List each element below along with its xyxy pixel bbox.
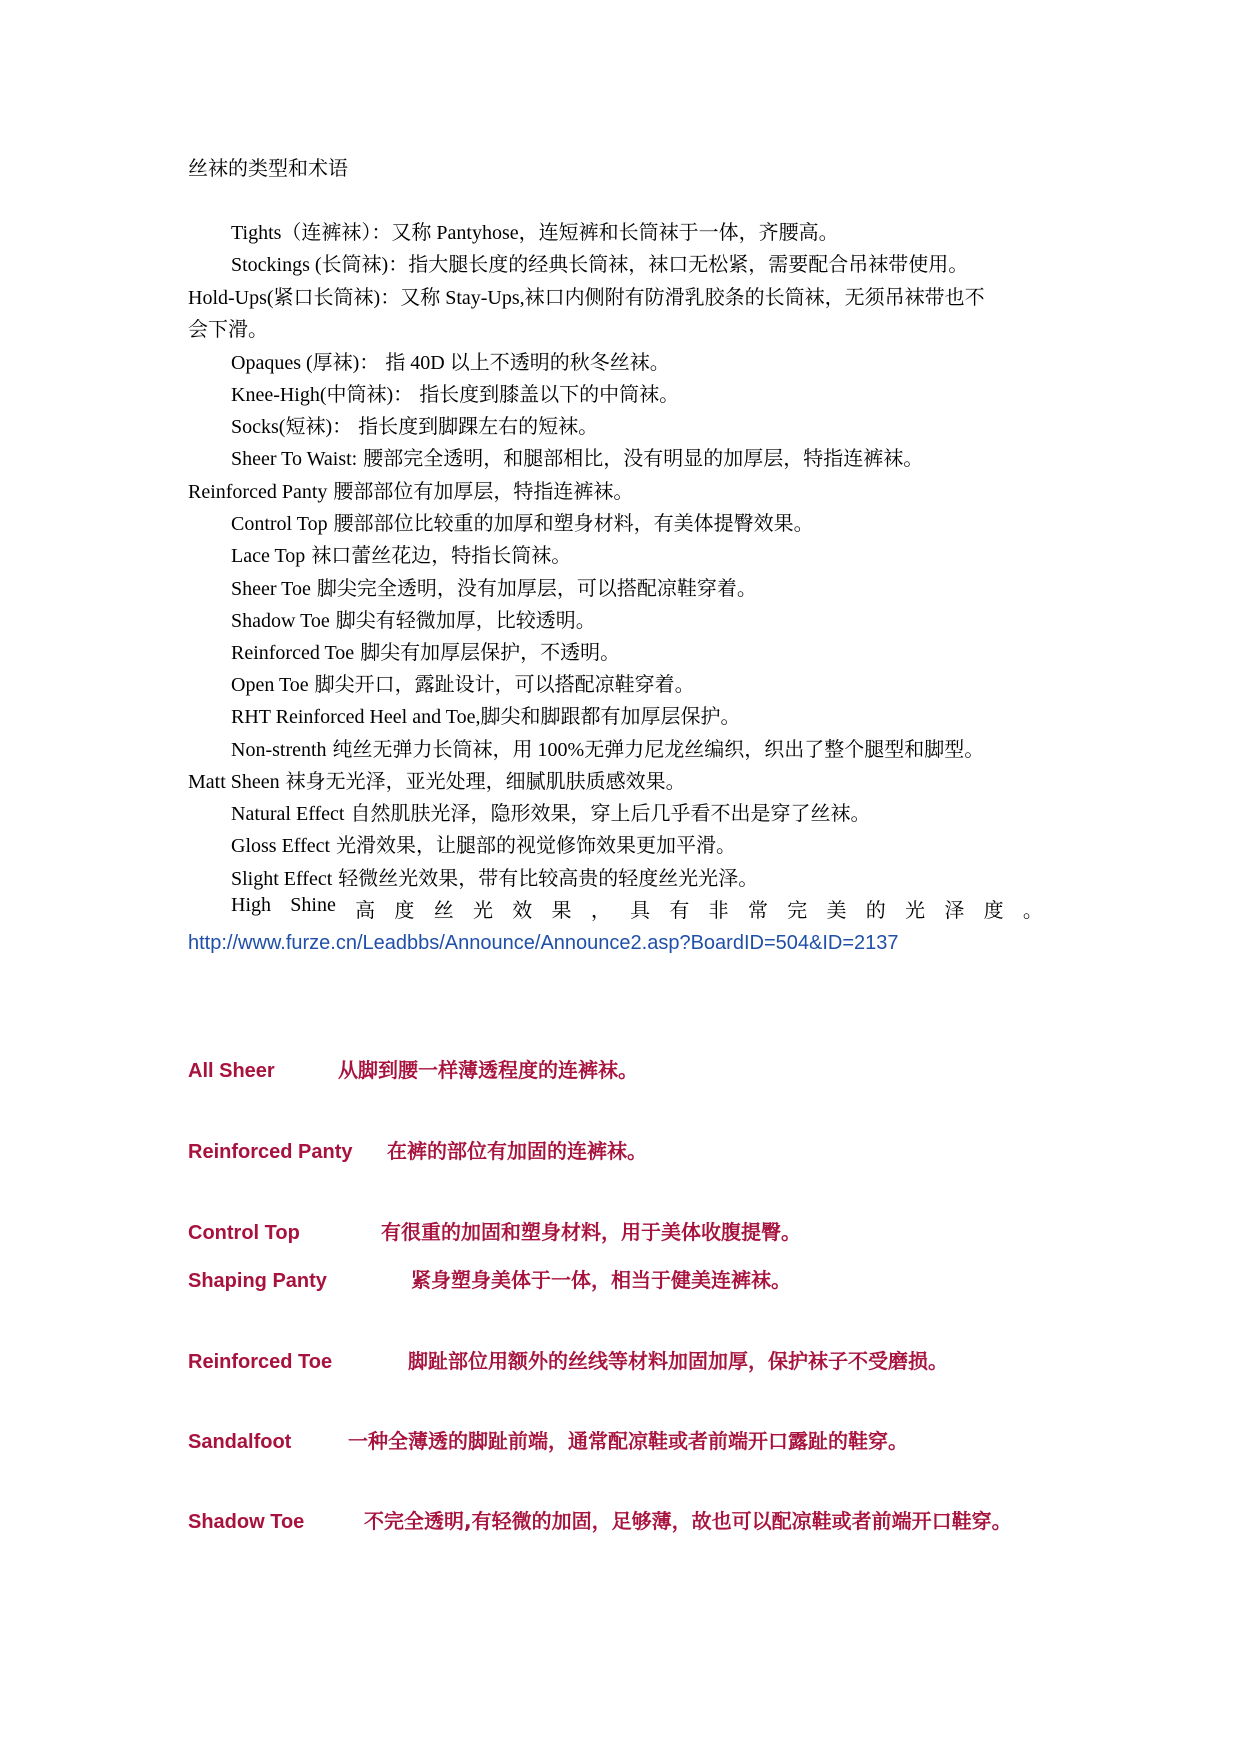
- entry-gloss-effect: [231, 829, 736, 858]
- entry-term: Socks(短袜)：: [231, 416, 353, 438]
- high-shine-part: 具: [630, 900, 651, 922]
- high-shine-part: High: [231, 894, 271, 916]
- entry-term: Stockings (长筒袜)：: [231, 254, 409, 276]
- glossary-item-all-sheer: [188, 1054, 638, 1083]
- entry-term: Natural Effect: [231, 803, 345, 825]
- high-shine-part: Shine: [290, 894, 336, 916]
- entry-term: Gloss Effect: [231, 835, 331, 857]
- entry-hold-ups-cont: [188, 313, 268, 342]
- glossary-item-reinforced-panty: [188, 1135, 647, 1164]
- high-shine-part: 泽: [944, 900, 965, 922]
- entry-reinforced-toe: [231, 636, 620, 665]
- entry-desc: 袜身无光泽，亚光处理，细腻肌肤质感效果。: [285, 771, 686, 793]
- entry-natural-effect: [231, 797, 870, 826]
- entry-desc: 指长度到膝盖以下的中筒袜。: [419, 384, 680, 406]
- glossary-term: Shaping Panty: [188, 1270, 327, 1292]
- entry-open-toe: [231, 668, 695, 697]
- entry-term: RHT Reinforced Heel and Toe,: [231, 706, 481, 728]
- source-link[interactable]: http://www.furze.cn/Leadbbs/Announce/Announce2.asp?BoardID=504&ID=2137: [188, 932, 899, 954]
- entry-term: Tights（连裤袜）：: [231, 222, 392, 244]
- glossary-term: Reinforced Panty: [188, 1141, 353, 1163]
- entry-desc: 又称 Pantyhose，连短裤和长筒袜于一体，齐腰高。: [391, 222, 839, 244]
- glossary-item-shadow-toe: [188, 1505, 1012, 1534]
- entry-desc: 指大腿长度的经典长筒袜，袜口无松紧，需要配合吊袜带使用。: [408, 254, 969, 276]
- entry-lace-top: [231, 539, 571, 568]
- entry-term: Sheer To Waist:: [231, 448, 358, 470]
- entry-desc: 轻微丝光效果，带有比较高贵的轻度丝光光泽。: [338, 868, 759, 890]
- entry-desc: 腰部部位比较重的加厚和塑身材料，有美体提臀效果。: [333, 513, 814, 535]
- high-shine-part: 度: [394, 900, 415, 922]
- glossary-desc: 脚趾部位用额外的丝线等材料加固加厚，保护袜子不受磨损。: [408, 1349, 948, 1373]
- entry-term: Reinforced Panty: [188, 481, 328, 503]
- entry-term: Sheer Toe: [231, 578, 311, 600]
- high-shine-part: 度: [983, 900, 1004, 922]
- entry-desc: 又称 Stay-Ups,袜口内侧附有防滑乳胶条的长筒袜，无须吊袜带也不: [400, 287, 985, 309]
- entry-opaques: [231, 346, 670, 375]
- entry-matt-sheen: [188, 765, 686, 794]
- entry-term: Opaques (厚袜)：: [231, 352, 380, 374]
- entry-desc: 光滑效果，让腿部的视觉修饰效果更加平滑。: [336, 835, 737, 857]
- glossary-term: Shadow Toe: [188, 1511, 305, 1533]
- glossary-desc: 从脚到腰一样薄透程度的连裤袜。: [338, 1058, 638, 1082]
- entry-sheer-toe: [231, 572, 757, 601]
- entry-control-top: [231, 507, 814, 536]
- high-shine-part: 效: [512, 900, 533, 922]
- entry-rht: [231, 700, 740, 729]
- document-title: 丝袜的类型和术语: [188, 158, 348, 180]
- entry-slight-effect: [231, 862, 758, 891]
- glossary-item-control-top: [188, 1216, 801, 1245]
- entry-term: Reinforced Toe: [231, 642, 355, 664]
- entry-socks: [231, 410, 598, 439]
- high-shine-part: 光: [472, 900, 493, 922]
- glossary-desc: 一种全薄透的脚趾前端，通常配凉鞋或者前端开口露趾的鞋穿。: [348, 1429, 908, 1453]
- glossary-term: All Sheer: [188, 1060, 275, 1082]
- entry-desc: 会下滑。: [188, 319, 268, 341]
- entry-desc: 自然肌肤光泽，隐形效果，穿上后几乎看不出是穿了丝袜。: [350, 803, 871, 825]
- entry-term: Non-strenth: [231, 739, 327, 761]
- entry-desc: 脚尖有轻微加厚，比较透明。: [335, 610, 596, 632]
- entry-stockings: [231, 248, 968, 277]
- entry-hold-ups: [188, 281, 985, 310]
- entry-term: Knee-High(中筒袜)：: [231, 384, 414, 406]
- glossary-item-shaping-panty: [188, 1264, 791, 1293]
- high-shine-part: 有: [669, 900, 690, 922]
- entry-non-strenth: [231, 733, 984, 762]
- entry-term: Open Toe: [231, 674, 309, 696]
- glossary-item-reinforced-toe: [188, 1345, 948, 1374]
- entry-reinforced-panty: [188, 475, 633, 504]
- high-shine-part: 果: [551, 900, 572, 922]
- glossary-term: Sandalfoot: [188, 1431, 292, 1453]
- entry-sheer-to-waist: [231, 442, 923, 471]
- entry-term: Control Top: [231, 513, 328, 535]
- glossary-desc: 紧身塑身美体于一体，相当于健美连裤袜。: [411, 1268, 791, 1292]
- high-shine-part: 。: [1022, 900, 1043, 922]
- glossary-item-sandalfoot: [188, 1425, 908, 1454]
- entry-desc: 脚尖和脚跟都有加厚层保护。: [480, 706, 741, 728]
- high-shine-part: 美: [826, 900, 847, 922]
- entry-high-shine: [231, 894, 1043, 923]
- entry-desc: 指 40D 以上不透明的秋冬丝袜。: [385, 352, 670, 374]
- glossary-term: Control Top: [188, 1222, 300, 1244]
- entry-tights: [231, 216, 839, 245]
- glossary-desc: 有很重的加固和塑身材料，用于美体收腹提臀。: [381, 1220, 801, 1244]
- entry-desc: 腰部部位有加厚层，特指连裤袜。: [333, 481, 634, 503]
- high-shine-part: 光: [905, 900, 926, 922]
- entry-knee-high: [231, 378, 679, 407]
- high-shine-part: 的: [865, 900, 886, 922]
- high-shine-part: 完: [787, 900, 808, 922]
- entry-desc: 脚尖完全透明，没有加厚层，可以搭配凉鞋穿着。: [316, 578, 757, 600]
- high-shine-part: 丝: [433, 900, 454, 922]
- entry-desc: 袜口蕾丝花边，特指长筒袜。: [311, 545, 572, 567]
- entry-desc: 纯丝无弹力长筒袜，用 100%无弹力尼龙丝编织，织出了整个腿型和脚型。: [332, 739, 985, 761]
- entry-term: Slight Effect: [231, 868, 333, 890]
- high-shine-part: 非: [708, 900, 729, 922]
- entry-term: Lace Top: [231, 545, 306, 567]
- entry-desc: 脚尖开口，露趾设计，可以搭配凉鞋穿着。: [314, 674, 695, 696]
- high-shine-part: ，: [590, 900, 611, 922]
- entry-term: Shadow Toe: [231, 610, 330, 632]
- entry-term: Hold-Ups(紧口长筒袜)：: [188, 287, 401, 309]
- entry-shadow-toe: [231, 604, 596, 633]
- entry-desc: 指长度到脚踝左右的短袜。: [358, 416, 599, 438]
- high-shine-part: 高: [355, 900, 376, 922]
- entry-desc: 脚尖有加厚层保护，不透明。: [360, 642, 621, 664]
- glossary-desc: 不完全透明,有轻微的加固，足够薄，故也可以配凉鞋或者前端开口鞋穿。: [364, 1509, 1012, 1533]
- entry-desc: 腰部完全透明，和腿部相比，没有明显的加厚层，特指连裤袜。: [363, 448, 924, 470]
- high-shine-part: 常: [747, 900, 768, 922]
- glossary-desc: 在裤的部位有加固的连裤袜。: [387, 1139, 647, 1163]
- entry-term: Matt Sheen: [188, 771, 280, 793]
- glossary-term: Reinforced Toe: [188, 1351, 333, 1373]
